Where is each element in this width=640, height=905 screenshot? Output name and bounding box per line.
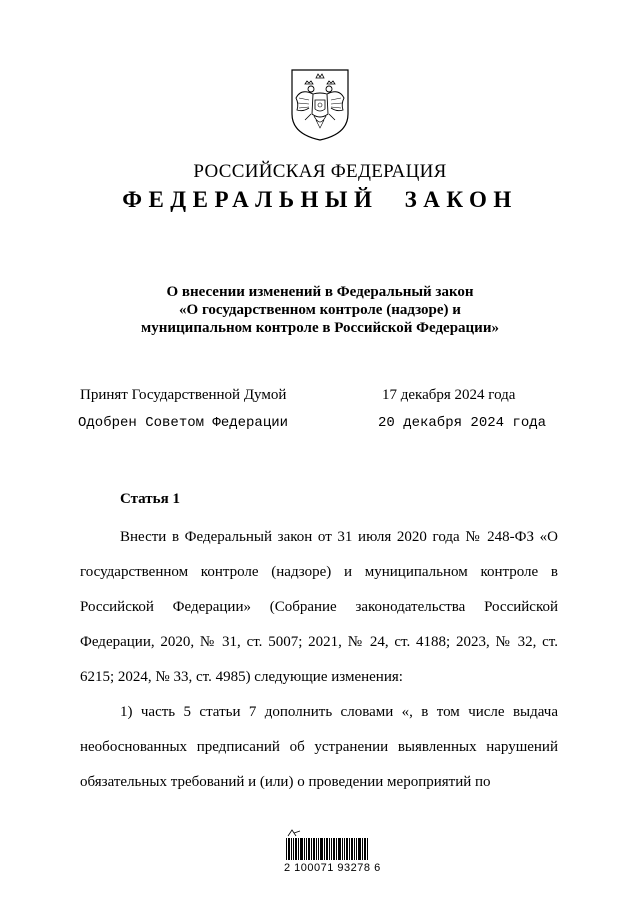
article-body	[80, 520, 558, 800]
document-type-heading: ФЕДЕРАЛЬНЫЙ ЗАКОН	[122, 187, 518, 212]
article-paragraph: Внести в Федеральный закон от 31 июля 2020 года № 248-ФЗ «О государственном контроле (надзоре) и муниципальном контроле в Российской Федерации» (Собрание законодательства Российской Федерации, 2020, № 31, ст. 5007; 2021, № 24, ст. 4188; 2023, № 32, ст. 6215; 2024, № 33, ст. 4985) следующие изменения:	[80, 529, 558, 685]
law-title-line: муниципальном контроле в Российской Федерации»	[141, 320, 499, 336]
law-title	[0, 283, 640, 337]
barcode-number: 2 100071 93278 6	[284, 862, 381, 874]
duma-adoption-label: Принят Государственной Думой	[80, 387, 287, 403]
law-title-line: О внесении изменений в Федеральный закон	[166, 284, 474, 300]
article-paragraph: 1) часть 5 статьи 7 дополнить словами «, в том числе выдача необоснованных предписаний об устранении выявленных нарушений обязательных требований и (или) о проведении мероприятий по	[80, 704, 558, 790]
country-heading: РОССИЙСКАЯ ФЕДЕРАЦИЯ	[193, 161, 447, 182]
article-heading: Статья 1	[120, 491, 180, 507]
law-title-line: «О государственном контроле (надзоре) и	[179, 302, 461, 318]
coat-of-arms-emblem	[287, 68, 353, 142]
council-approval-date: 20 декабря 2024 года	[378, 415, 547, 431]
council-approval-label: Одобрен Советом Федерации	[78, 415, 289, 431]
barcode-icon	[286, 826, 370, 862]
duma-adoption-date: 17 декабря 2024 года	[382, 387, 516, 403]
